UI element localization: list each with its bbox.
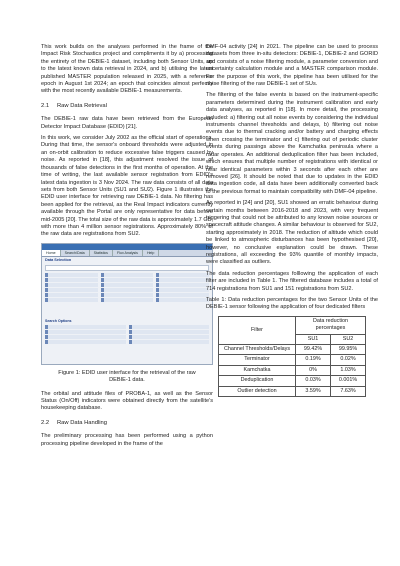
section-number: 2.2 [41, 419, 50, 426]
filter-name: Kamchatka [219, 365, 296, 375]
figure-panel-title: Data Selection [45, 257, 72, 262]
group-header: Data reduction percentages [296, 316, 366, 334]
right-column [206, 44, 378, 397]
raw-data-paragraph-1: The DEBIE-1 raw data have been retrieved from the European Detector Impact Database (EDID) [21]. [41, 116, 213, 130]
section-heading-2-1 [41, 103, 213, 110]
table-row [219, 355, 366, 365]
filter-name: Outlier detection [219, 386, 296, 396]
pipeline-paragraph: DMF-04 activity [24] in 2021. The pipeline can be used to process datasets from three in-situ detectors: DEBIE-1, DEBIE-2 and GORID and consists of a noise filtering module, a parameter conversion and uncertainty calculation module and a MASTER comparison module. For the purpose of this work, the pipeline has been utilised for the noise filtering of the raw DEBIE-1 set of SUs. [206, 44, 378, 88]
figure-tab: Statistics [90, 250, 113, 256]
filter-name: Channel Thresholds/Delays [219, 345, 296, 355]
filter-name: Terminator [219, 355, 296, 365]
figure-tab: Help [143, 250, 159, 256]
su2-header: SU2 [331, 334, 366, 344]
data-reduction-table [218, 316, 366, 397]
left-column [41, 44, 213, 452]
su2-value: 7.63% [331, 386, 366, 396]
figure-tab: Search/Data [61, 250, 90, 256]
figure-tab-bar [42, 250, 212, 257]
su2-value: 99.95% [331, 345, 366, 355]
su1-value: 99.42% [296, 345, 331, 355]
edid-interface-figure [41, 243, 213, 365]
figure-tab: Flux Analysis [113, 250, 143, 256]
su1-header: SU1 [296, 334, 331, 344]
su1-value: 3.59% [296, 386, 331, 396]
section-heading-2-2 [41, 420, 213, 427]
section-title: Raw Data Handling [57, 419, 107, 426]
filter-header: Filter [219, 316, 296, 344]
raw-data-paragraph-2: In this work, we consider July 2002 as the official start of operations. During that time, the sensor's onboard thresholds were adjusted in an on-orbit calibration to reduce excessive false triggers caused by noise. As reported in [18], this adjustment resolved the issue of thousands of false detections in the first months of operation. At the time of writing, the last available sensor registration from EDID's latest data ingestion is 3 Nov 2024. The raw data consists of all data sets from both Sensor Units (SU1 and SU2). Figure 1 illustrates the EDID user interface for retrieving raw DEBIE-1 data. No filtering has been applied for the retrieval, as the Real Impact indicators currently available through the Portal are only representative for data before mid-2005 [20]. The total size of the raw data is approximately 1.7 GB, with more than 4 million sensor registrations. Approximately 80% of the raw data are registrations from SU2. [41, 135, 213, 238]
su2-value: 1.03% [331, 365, 366, 375]
filter-name: Deduplication [219, 376, 296, 386]
handling-paragraph: The preliminary processing has been performed using a python processing pipeline developed in the frame of the [41, 433, 213, 447]
table-row [219, 376, 366, 386]
section-number: 2.1 [41, 102, 50, 109]
intro-paragraph: This work builds on the analyses performed in the frame of the Impact Risk Stochastics project and compliments it by a) processing the entirety of the DEBIE-1 dataset, including both Sensor Units, up to the latest known data retrieval in 2024, and b) utilising the latest published MASTER population released in 2025, with a reference epoch in August 1st 2024; an epoch that coincides almost perfectly with the most recently available DEBIE-1 measurements. [41, 44, 213, 95]
su1-value: 0.19% [296, 355, 331, 365]
table-caption: Table 1: Data reduction percentages for the two Sensor Units of the DEBIE-1 sensor following the application of four dedicated filters [206, 297, 378, 311]
table-header-row [219, 316, 366, 334]
figure-input-row [45, 265, 209, 271]
table-row [219, 365, 366, 375]
su2-value: 0.02% [331, 355, 366, 365]
su1-value: 0.03% [296, 376, 331, 386]
figure-tab: Home [42, 250, 61, 256]
su1-value: 0% [296, 365, 331, 375]
table-row [219, 386, 366, 396]
table-row [219, 345, 366, 355]
reduction-paragraph: The data reduction percentages folllowing the application of each filter are included in Table 1. The filtered database includes a total of 714 registrations from SU1 and 151 registrations from SU2. [206, 270, 378, 292]
su2-value: 0.001% [331, 376, 366, 386]
section-title: Raw Data Retrieval [57, 102, 107, 109]
filtering-paragraph: The filtering of the false events is based on the instrument-specific parameters determined during the instrument calibration and early data analyses, as reported in [18]. In more detail, the processing included: a) filtering out all noise events by considering the individual instruments channel thresholds and delays, b) filtering out noise events due to thermal cracking and/or battery and charging effects when crossing the terminator and c) filtering out of periodic cluster events during passings above the Kamchatka peninsula where a radar operates. An additional deduplication filter has been included, which ensures that multiple number of registrations with identical or near identical parameters within 3 seconds after each other are removed [26]. It should be noted that due to updates in the EDID data ingestion code, all data have been additionally converted back to the previous format to maintain compatibility with DMF-04 pipeline. [206, 92, 378, 195]
figure-caption: Figure 1: EDID user interface for the retrieval of the raw DEBIE-1 data. [58, 369, 196, 384]
figure-search-options-title: Search Options [45, 318, 72, 323]
figure-search-grid [42, 324, 212, 345]
figure-option-grid [42, 272, 212, 303]
orbit-paragraph: The orbital and attitude files of PROBA-1, as well as the Sensor Status (On/Off) indicators were obtained directly from the satellite's housekeeping database. [41, 390, 213, 412]
outlier-paragraph: As reported in [24] and [20], SU1 showed an erratic behaviour during certain months between 2016-2018 and 2023, with very frequent triggering that could not be attributed to any known noise sources or spacecraft attitude changes. A similar behaviour is observed for SU2, starting approximately in 2018. The reduction of altitude which could be linked to atmospheric disturbances has been hypothesised [20], however, no conclusive explanation could be drawn. These registrations, all exceeding the 93% quantile of monthly impacts, were classified as outliers. [206, 200, 378, 266]
